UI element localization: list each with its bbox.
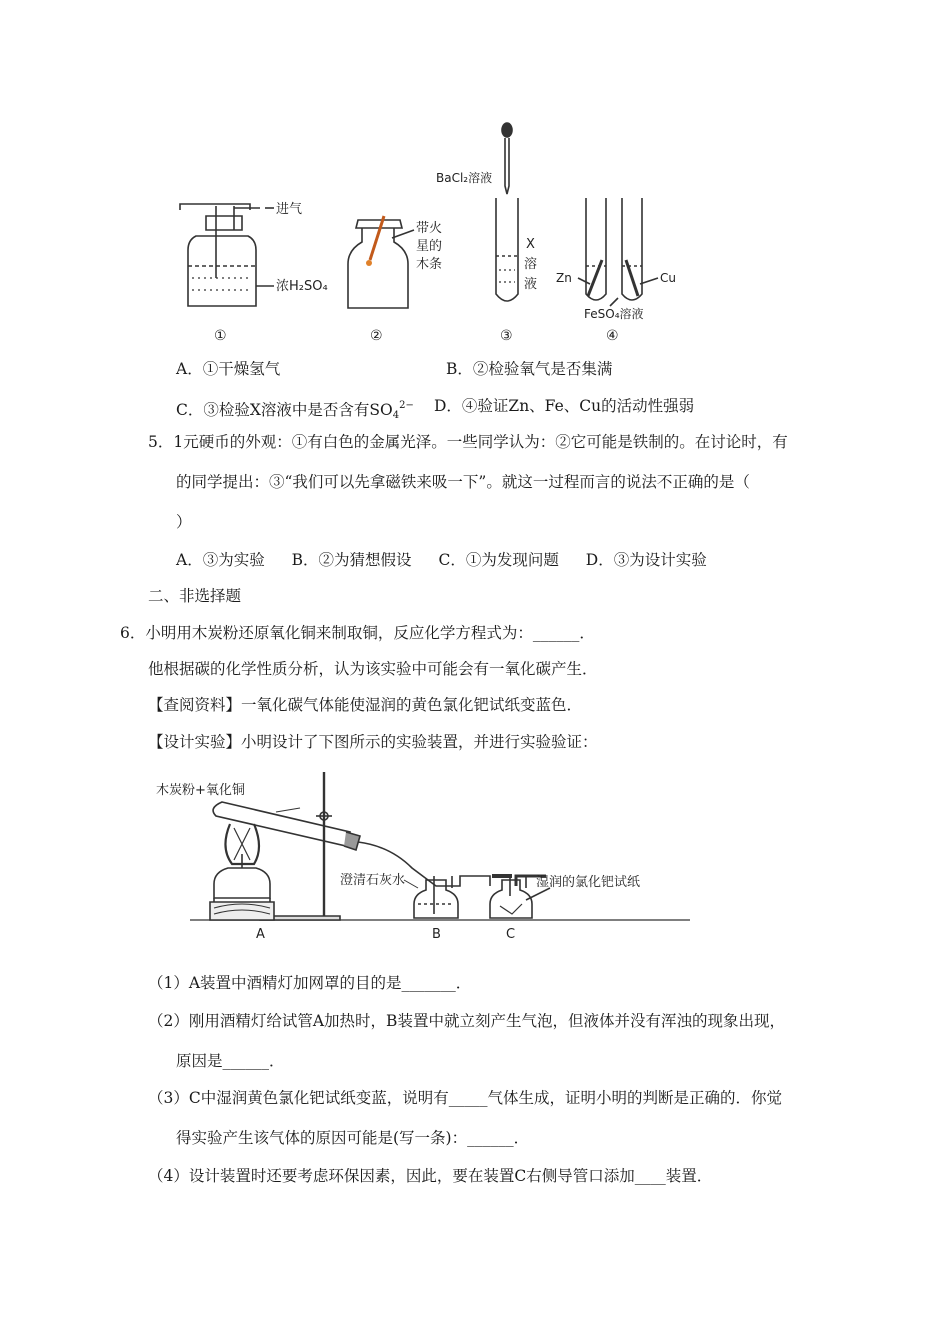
q5-stem-line-3: ） bbox=[176, 513, 192, 531]
sub-question-1: （1）A装置中酒精灯加网罩的目的是_______． bbox=[148, 974, 472, 992]
bacl2-label: BaCl₂溶液 bbox=[436, 171, 493, 185]
x-label-1: X bbox=[526, 237, 535, 252]
q5-stem-line-1: 5．1元硬币的外观：①有白色的金属光泽。一些同学认为：②它可能是铁制的。在讨论时，有 bbox=[148, 433, 788, 451]
q4-option-c-sub: 4 bbox=[392, 410, 400, 421]
q4-option-c bbox=[176, 395, 414, 427]
section-heading: 二、非选择题 bbox=[148, 587, 242, 605]
label-c: C bbox=[506, 927, 516, 942]
limewater-bottle bbox=[414, 876, 458, 918]
sub-question-3-line-1: （3）C中湿润黄色氯化钯试纸变蓝，说明有_____气体生成，证明小明的判断是正确的．你觉 bbox=[148, 1089, 782, 1107]
inlet-label: 进气 bbox=[276, 202, 303, 217]
label-a: A bbox=[256, 927, 265, 942]
q6-line-3: 【查阅资料】一氧化碳气体能使湿润的黄色氯化钯试纸变蓝色． bbox=[148, 696, 583, 714]
label-test-paper: 湿润的氯化钯试纸 bbox=[536, 875, 641, 890]
q5-option-d: D．③为设计实验 bbox=[585, 551, 707, 569]
gas-jar-with-splint bbox=[348, 216, 414, 308]
gas-washing-bottle bbox=[180, 204, 260, 306]
q4-option-a: A．①干燥氢气 bbox=[176, 360, 281, 378]
cu-label: Cu bbox=[660, 271, 676, 285]
figure-number-4: ④ bbox=[606, 328, 619, 344]
q6-line-4: 【设计实验】小明设计了下图所示的实验装置，并进行实验验证： bbox=[148, 733, 598, 751]
q5-stem-line-2: 的同学提出：③“我们可以先拿磁铁来吸一下”。就这一过程而言的说法不正确的是（ bbox=[176, 473, 750, 491]
alcohol-lamp bbox=[210, 824, 274, 920]
label-b: B bbox=[432, 927, 441, 942]
q5-option-a: A．③为实验 bbox=[176, 551, 265, 569]
figure-number-3: ③ bbox=[500, 328, 513, 344]
q5-options bbox=[176, 549, 707, 571]
q4-option-c-text: C．③检验X溶液中是否含有SO bbox=[176, 401, 393, 419]
q6-line-2: 他根据碳的化学性质分析，认为该实验中可能会有一氧化碳产生． bbox=[148, 660, 598, 678]
q4-option-d: D．④验证Zn、Fe、Cu的活动性强弱 bbox=[434, 397, 695, 415]
q4-option-b: B．②检验氧气是否集满 bbox=[446, 360, 613, 378]
label-limewater: 澄清石灰水 bbox=[340, 873, 406, 888]
splint-label-2: 星的 bbox=[416, 239, 443, 254]
apparatus-figure-1 bbox=[170, 118, 680, 348]
figure-number-1: ① bbox=[214, 328, 227, 344]
metal-activity-tubes bbox=[578, 198, 658, 306]
sub-question-2-line-2: 原因是______． bbox=[176, 1052, 285, 1070]
label-tube-contents: 木炭粉+氧化铜 bbox=[156, 783, 245, 798]
sub-question-4: （4）设计装置时还要考虑环保因素，因此，要在装置C右侧导管口添加____装置． bbox=[148, 1167, 713, 1185]
zn-label: Zn bbox=[556, 271, 572, 285]
q5-option-b: B．②为猜想假设 bbox=[291, 551, 412, 569]
splint-label-1: 带火 bbox=[416, 221, 443, 236]
q5-option-c: C．①为发现问题 bbox=[438, 551, 559, 569]
x-label-3: 液 bbox=[524, 277, 538, 292]
acid-label: 浓H₂SO₄ bbox=[276, 279, 328, 294]
figure-number-2: ② bbox=[370, 328, 383, 344]
iron-stand bbox=[260, 772, 340, 920]
sub-question-3-line-2: 得实验产生该气体的原因可能是(写一条)：______． bbox=[176, 1129, 530, 1147]
q4-option-c-sup: 2− bbox=[399, 400, 414, 411]
q6-line-1: 6．小明用木炭粉还原氧化铜来制取铜，反应化学方程式为：______． bbox=[120, 624, 595, 642]
feso4-label: FeSO₄溶液 bbox=[584, 307, 644, 321]
splint-label-3: 木条 bbox=[416, 257, 443, 272]
x-label-2: 溶 bbox=[524, 257, 538, 272]
sub-question-2-line-1: （2）刚用酒精灯给试管A加热时，B装置中就立刻产生气泡，但液体并没有浑浊的现象出现， bbox=[148, 1012, 785, 1030]
apparatus-figure-2 bbox=[150, 768, 690, 948]
test-tube-with-dropper bbox=[496, 123, 518, 301]
